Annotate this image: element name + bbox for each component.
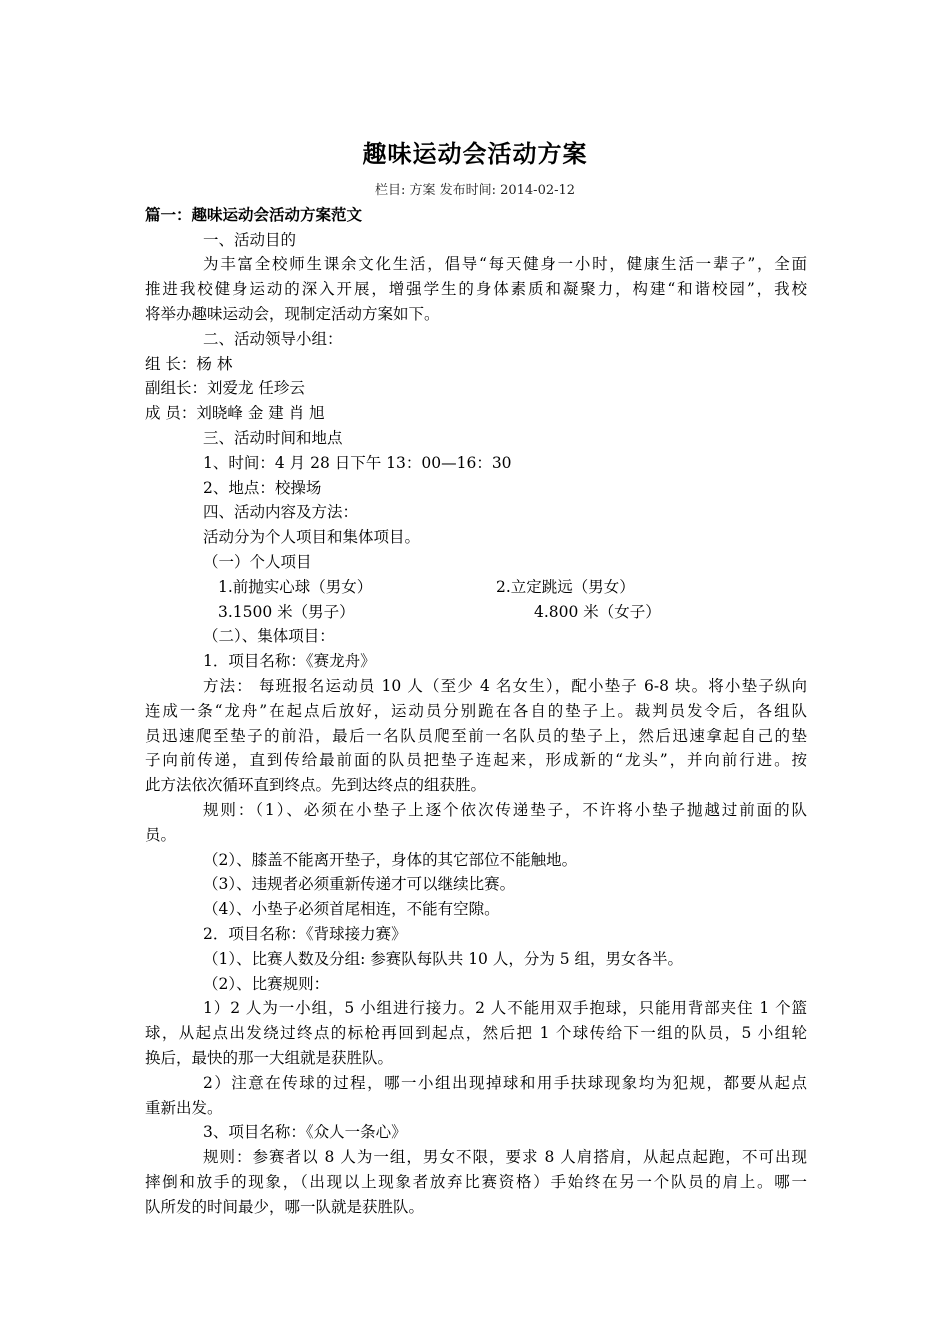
paragraph-line: 推进我校健身运动的深入开展，增强学生的身体素质和凝聚力，构建“和谐校园”，我校 (145, 280, 807, 298)
paragraph-line: 摔倒和放手的现象，（出现以上现象者放弃比赛资格）手始终在另一个队员的肩上。哪一 (145, 1173, 807, 1191)
paragraph-line: 2）注意在传球的过程，哪一小组出现掉球和用手扶球现象均为犯规，都要从起点 (203, 1074, 807, 1092)
paragraph-line: 队所发的时间最少，哪一队就是获胜队。 (145, 1198, 425, 1216)
heading-content: 四、活动内容及方法： (203, 503, 359, 521)
page-title: 趣味运动会活动方案 (362, 140, 588, 168)
paragraph-line: 换后，最快的那一大组就是获胜队。 (145, 1049, 394, 1067)
paragraph-line: 连成一条“龙舟”在起点后放好，运动员分别跪在各自的垫子上。裁判员发令后，各组队 (145, 702, 807, 720)
heading-purpose: 一、活动目的 (203, 231, 297, 249)
event-item: 4.800 米（女子） (534, 603, 661, 621)
paragraph-line: 方法： 每班报名运动员 10 人（至少 4 名女生），配小垫子 6-8 块。将小垫子纵向 (203, 677, 807, 695)
deputy-leader-line: 副组长：刘爱龙 任珍云 (145, 379, 305, 397)
project-title: 1．项目名称：《赛龙舟》 (203, 652, 376, 670)
publish-meta: 栏目: 方案 发布时间: 2014-02-12 (374, 183, 576, 198)
paragraph-line: 员迅速爬至垫子的前沿，最后一名队员爬至前一名队员的垫子上，然后迅速拿起自己的垫 (145, 727, 807, 745)
event-item: 3.1500 米（男子） (218, 603, 355, 621)
rule-line: 规则：（1）、必须在小垫子上逐个依次传递垫子，不许将小垫子抛越过前面的队 (203, 801, 807, 819)
project-title: 3、项目名称：《众人一条心》 (203, 1123, 407, 1141)
heading-leadership: 二、活动领导小组： (203, 330, 343, 348)
place-line: 2、地点：校操场 (203, 479, 322, 497)
rule-line: （3）、违规者必须重新传递才可以继续比赛。 (203, 875, 516, 893)
paragraph-line: 1）2 人为一小组，5 小组进行接力。2 人不能用双手抱球，只能用背部夹住 1 个篮 (203, 999, 807, 1017)
paragraph-line: 此方法依次循环直到终点。先到达终点的组获胜。 (145, 776, 487, 794)
paragraph-line: 将举办趣味运动会，现制定活动方案如下。 (145, 305, 440, 323)
paragraph-line: 规则：参赛者以 8 人为一组，男女不限，要求 8 人肩搭肩，从起点起跑，不可出现 (203, 1148, 807, 1166)
event-item: 1.前抛实心球（男女） (218, 578, 373, 596)
event-item: 2.立定跳远（男女） (496, 578, 635, 596)
project-title: 2．项目名称：《背球接力赛》 (203, 925, 407, 943)
rule-line: （2）、膝盖不能离开垫子，身体的其它部位不能触地。 (203, 851, 578, 869)
time-line: 1、时间：4 月 28 日下午 13：00—16：30 (203, 454, 512, 472)
leader-line: 组 长：杨 林 (145, 355, 233, 373)
paragraph-line: 活动分为个人项目和集体项目。 (203, 528, 421, 546)
paragraph-line: 球，从起点出发绕过终点的标枪再回到起点，然后把 1 个球传给下一组的队员，5 小组轮 (145, 1024, 807, 1042)
paragraph-line: （2）、比赛规则： (203, 975, 330, 993)
rule-line: （4）、小垫子必须首尾相连，不能有空隙。 (203, 900, 500, 918)
section-heading: 篇一：趣味运动会活动方案范文 (145, 206, 363, 224)
rule-line: 员。 (145, 826, 177, 844)
heading-individual: （一）个人项目 (203, 553, 312, 571)
paragraph-line: 重新出发。 (145, 1099, 223, 1117)
members-line: 成 员：刘晓峰 金 建 肖 旭 (145, 404, 325, 422)
paragraph-line: （1）、比赛人数及分组: 参赛队每队共 10 人，分为 5 组，男女各半。 (203, 950, 684, 968)
paragraph-line: 为丰富全校师生课余文化生活，倡导“每天健身一小时，健康生活一辈子”，全面 (203, 255, 807, 273)
paragraph-line: 子向前传递，直到传给最前面的队员把垫子连起来，形成新的“龙头”，并向前行进。按 (145, 751, 807, 769)
heading-time-place: 三、活动时间和地点 (203, 429, 343, 447)
heading-group: （二）、集体项目： (203, 627, 335, 645)
